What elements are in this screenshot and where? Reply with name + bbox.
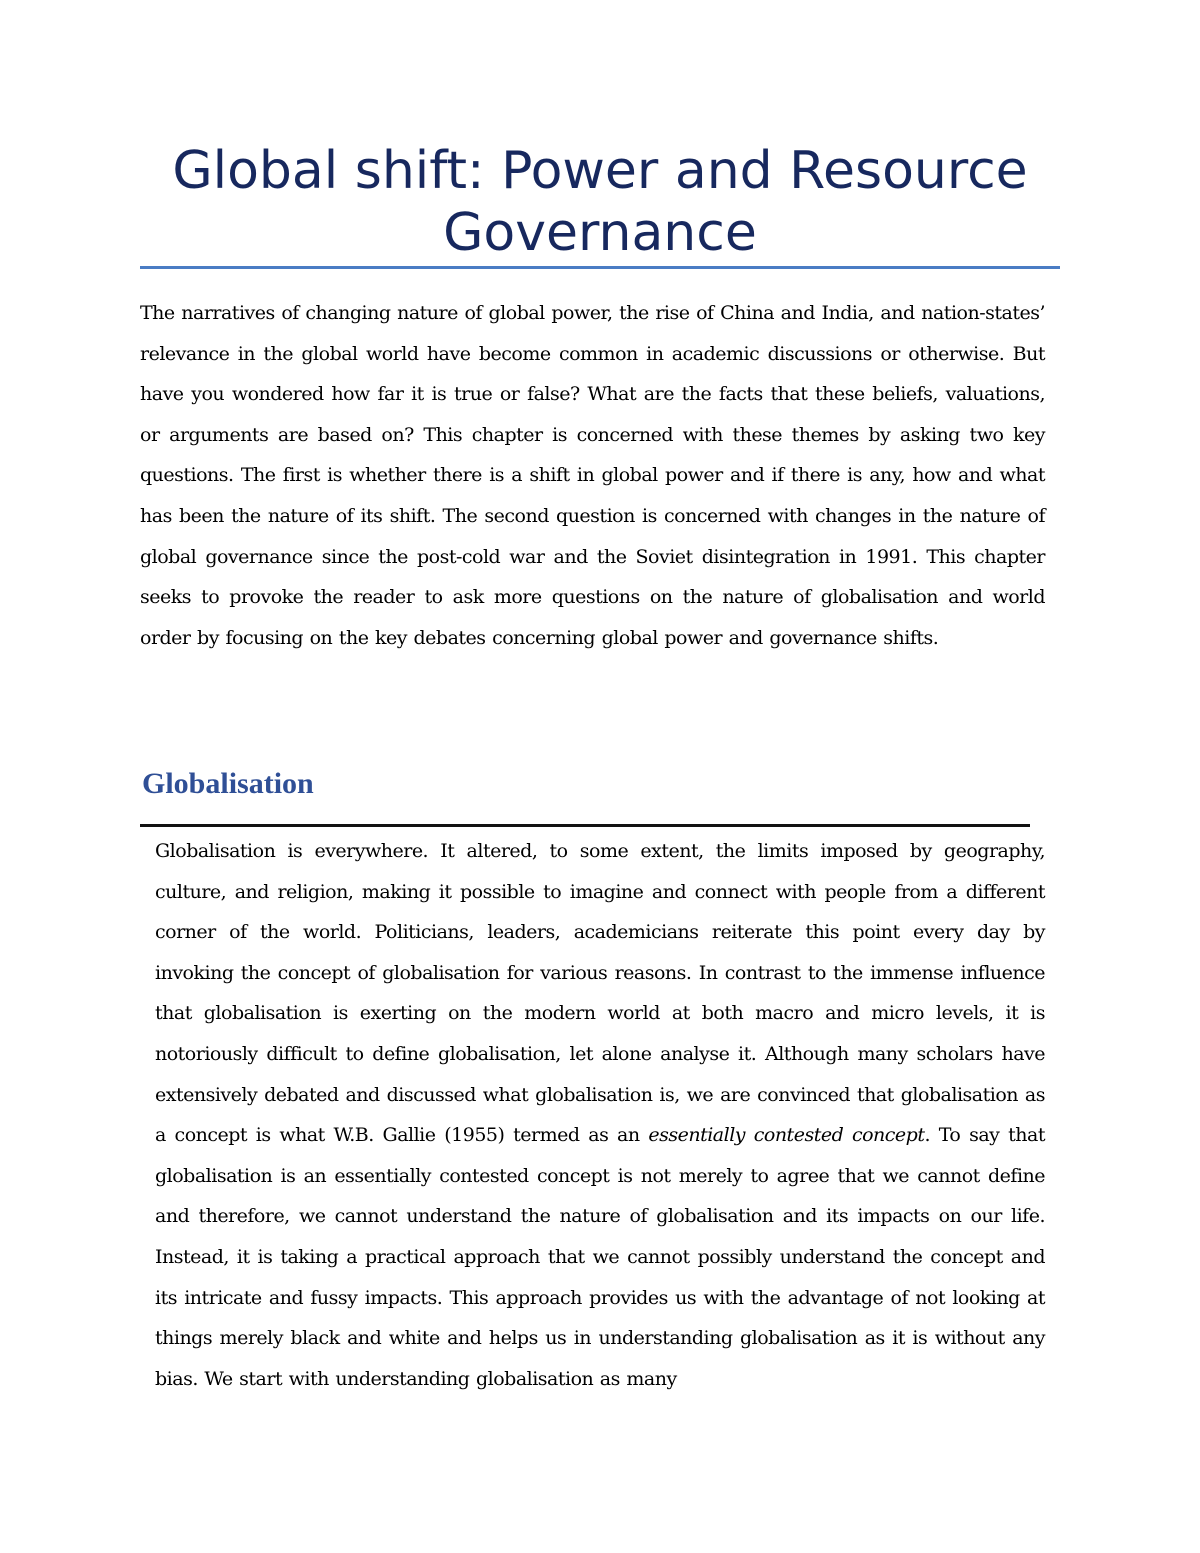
title-underline [140, 266, 1060, 269]
globalisation-paragraph [155, 831, 1045, 1399]
intro-paragraph: The narratives of changing nature of global power, the rise of China and India, and nation-states’ relevance in the global world have become common in academic discussions or otherwise. But have you wondered how far it is true or false? What are the facts that these beliefs, valuations, or arguments are based on? This chapter is concerned with these themes by asking two key questions. The first is whether there is a shift in global power and if there is any, how and what has been the nature of its shift. The second question is concerned with changes in the nature of global governance since the post-cold war and the Soviet disintegration in 1991. This chapter seeks to provoke the reader to ask more questions on the nature of globalisation and world order by focusing on the key debates concerning global power and governance shifts. [140, 302, 1045, 649]
section-heading-globalisation: Globalisation [142, 767, 314, 800]
paragraph-text-part2: . To say that globalisation is an essentially contested concept is not merely to agree that we cannot define and therefore, we cannot understand the nature of globalisation and its impacts on our life. Instead, it is taking a practical approach that we cannot possibly understand the concept and its intricate and fussy impacts. This approach provides us with the advantage of not looking at things merely black and white and helps us in understanding globalisation as it is without any bias. We start with understanding globalisation as many [155, 1124, 1045, 1390]
section-divider [140, 824, 1030, 827]
emphasized-term: essentially contested concept [648, 1124, 925, 1147]
paragraph-text-part1: Globalisation is everywhere. It altered, to some extent, the limits imposed by geography, culture, and religion, making it possible to imagine and connect with people from a different corner of the world. Politicians, leaders, academicians reiterate this point every day by invoking the concept of globalisation for various reasons. In contrast to the immense influence that globalisation is exerting on the modern world at both macro and micro levels, it is notoriously difficult to define globalisation, let alone analyse it. Although many scholars have extensively debated and discussed what globalisation is, we are convinced that globalisation as a concept is what W.B. Gallie (1955) termed as an [155, 840, 1045, 1147]
page-title: Global shift: Power and Resource Governance [172, 141, 1028, 263]
